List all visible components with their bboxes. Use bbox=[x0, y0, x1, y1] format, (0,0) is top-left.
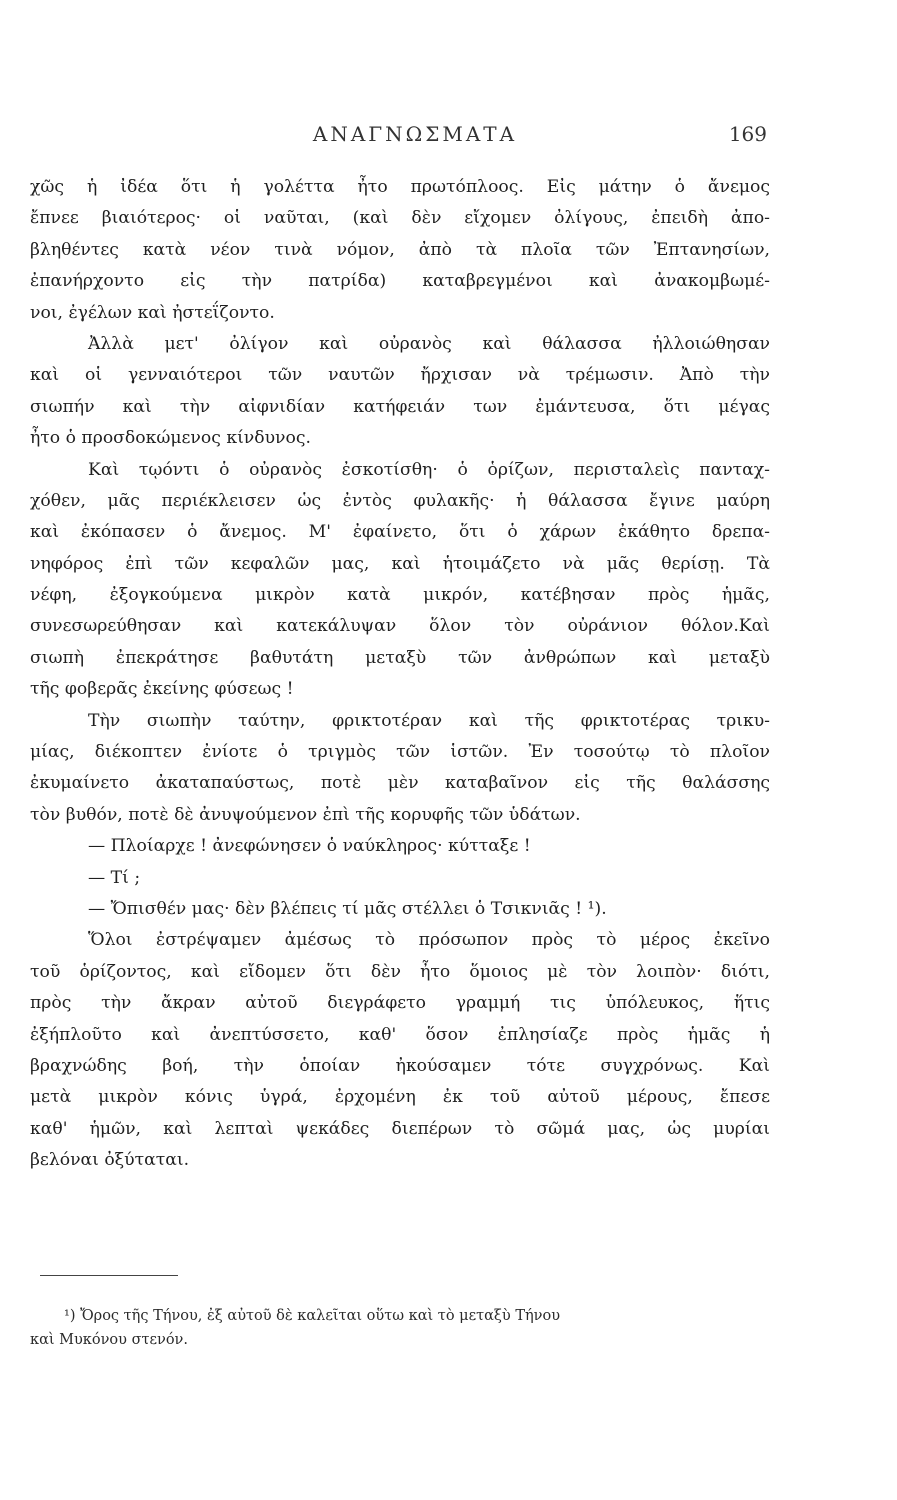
text-line: τοῦ ὁρίζοντος, καὶ εἴδομεν ὅτι δὲν ἦτο ὅμοιος μὲ τὸν λοιπὸν· διότι, bbox=[30, 961, 770, 982]
text-line: τῆς φοβερᾶς ἐκείνης φύσεως ! bbox=[30, 679, 294, 700]
text-line: σιωπήν καὶ τὴν αἰφνιδίαν κατήφειάν των ἐμάντευσα, ὅτι μέγας bbox=[30, 396, 770, 417]
text-line: ἐξήπλοῦτο καὶ ἀνεπτύσσετο, καθ' ὅσον ἐπλησίαζε πρὸς ἡμᾶς ἡ bbox=[30, 1024, 770, 1045]
text-line: Καὶ τῳόντι ὁ οὐρανὸς ἐσκοτίσθη· ὁ ὁρίζων, περισταλεὶς πανταχ- bbox=[88, 459, 770, 480]
text-line: συνεσωρεύθησαν καὶ κατεκάλυψαν ὅλον τὸν οὐράνιον θόλον.Καὶ bbox=[30, 616, 770, 637]
page-header bbox=[0, 122, 897, 152]
text-line: καὶ οἱ γενναιότεροι τῶν ναυτῶν ἤρχισαν νὰ τρέμωσιν. Ἀπὸ τὴν bbox=[30, 365, 770, 386]
text-line: καὶ ἐκόπασεν ὁ ἄνεμος. Μ' ἐφαίνετο, ὅτι ὁ χάρων ἐκάθητο δρεπα- bbox=[30, 522, 770, 543]
text-line: ἐπανήρχοντο εἰς τὴν πατρίδα) καταβρεγμένοι καὶ ἀνακομβωμέ- bbox=[30, 271, 770, 292]
text-line: νοι, ἐγέλων καὶ ἠστεΐζοντο. bbox=[30, 302, 275, 323]
text-line: ἦτο ὁ προσδοκώμενος κίνδυνος. bbox=[30, 428, 311, 449]
text-line: σιωπὴ ἐπεκράτησε βαθυτάτη μεταξὺ τῶν ἀνθρώπων καὶ μεταξὺ bbox=[30, 647, 770, 668]
running-title: ΑΝΑΓΝΩΣΜΑΤΑ bbox=[312, 122, 518, 146]
text-line: μετὰ μικρὸν κόνις ὑγρά, ἐρχομένη ἐκ τοῦ αὐτοῦ μέρους, ἔπεσε bbox=[30, 1087, 770, 1108]
footnote bbox=[30, 1304, 770, 1352]
text-line: νέφη, ἐξογκούμενα μικρὸν κατὰ μικρόν, κατέβησαν πρὸς ἡμᾶς, bbox=[30, 585, 770, 606]
text-line: ἔπνεε βιαιότερος· οἱ ναῦται, (καὶ δὲν εἴχομεν ὀλίγους, ἐπειδὴ ἀπο- bbox=[30, 208, 770, 229]
text-line: ἐκυμαίνετο ἀκαταπαύστως, ποτὲ μὲν καταβαῖνον εἰς τῆς θαλάσσης bbox=[30, 773, 770, 794]
text-line: Ὅλοι ἐστρέψαμεν ἀμέσως τὸ πρόσωπον πρὸς τὸ μέρος ἐκεῖνο bbox=[88, 930, 770, 951]
page-number: 169 bbox=[728, 122, 767, 146]
body-text bbox=[30, 172, 770, 1177]
text-line: Ἀλλὰ μετ' ὀλίγον καὶ οὐρανὸς καὶ θάλασσα ἠλλοιώθησαν bbox=[88, 333, 770, 354]
footnote-divider bbox=[40, 1275, 178, 1276]
text-line: πρὸς τὴν ἄκραν αὐτοῦ διεγράφετο γραμμή τις ὑπόλευκος, ἥτις bbox=[30, 993, 770, 1014]
dialogue-line: — Ὄπισθέν μας· δὲν βλέπεις τί μᾶς στέλλει ὁ Τσικνιᾶς ! ¹). bbox=[88, 898, 607, 919]
text-line: βληθέντες κατὰ νέον τινὰ νόμον, ἀπὸ τὰ πλοῖα τῶν Ἐπτανησίων, bbox=[30, 239, 770, 260]
dialogue-line: — Τί ; bbox=[88, 867, 141, 888]
text-line: νηφόρος ἐπὶ τῶν κεφαλῶν μας, καὶ ἡτοιμάζετο νὰ μᾶς θερίσῃ. Τὰ bbox=[30, 553, 770, 574]
text-line: καθ' ἡμῶν, καὶ λεπταὶ ψεκάδες διεπέρων τὸ σῶμά μας, ὡς μυρίαι bbox=[30, 1118, 770, 1139]
text-line: βραχνώδης βοή, τὴν ὁποίαν ἠκούσαμεν τότε συγχρόνως. Καὶ bbox=[30, 1055, 770, 1076]
text-line: χῶς ἡ ἰδέα ὅτι ἡ γολέττα ἦτο πρωτόπλοος. Εἰς μάτην ὁ ἄνεμος bbox=[30, 177, 770, 197]
text-line: χόθεν, μᾶς περιέκλεισεν ὡς ἐντὸς φυλακῆς· ἡ θάλασσα ἔγινε μαύρη bbox=[30, 490, 770, 511]
footnote-line: καὶ Μυκόνου στενόν. bbox=[30, 1332, 188, 1348]
footnote-line: ¹) Ὄρος τῆς Τήνου, ἐξ αὐτοῦ δὲ καλεῖται οὕτω καὶ τὸ μεταξὺ Τήνου bbox=[64, 1308, 561, 1324]
text-line: τὸν βυθόν, ποτὲ δὲ ἀνυψούμενον ἐπὶ τῆς κορυφῆς τῶν ὑδάτων. bbox=[30, 804, 581, 825]
text-line: μίας, διέκοπτεν ἐνίοτε ὁ τριγμὸς τῶν ἱστῶν. Ἐν τοσούτῳ τὸ πλοῖον bbox=[30, 742, 770, 763]
text-line: βελόναι ὀξύταται. bbox=[30, 1150, 190, 1171]
dialogue-line: — Πλοίαρχε ! ἀνεφώνησεν ὁ ναύκληρος· κύτταξε ! bbox=[88, 836, 531, 857]
text-line: Τὴν σιωπὴν ταύτην, φρικτοτέραν καὶ τῆς φρικτοτέρας τρικυ- bbox=[88, 710, 770, 731]
